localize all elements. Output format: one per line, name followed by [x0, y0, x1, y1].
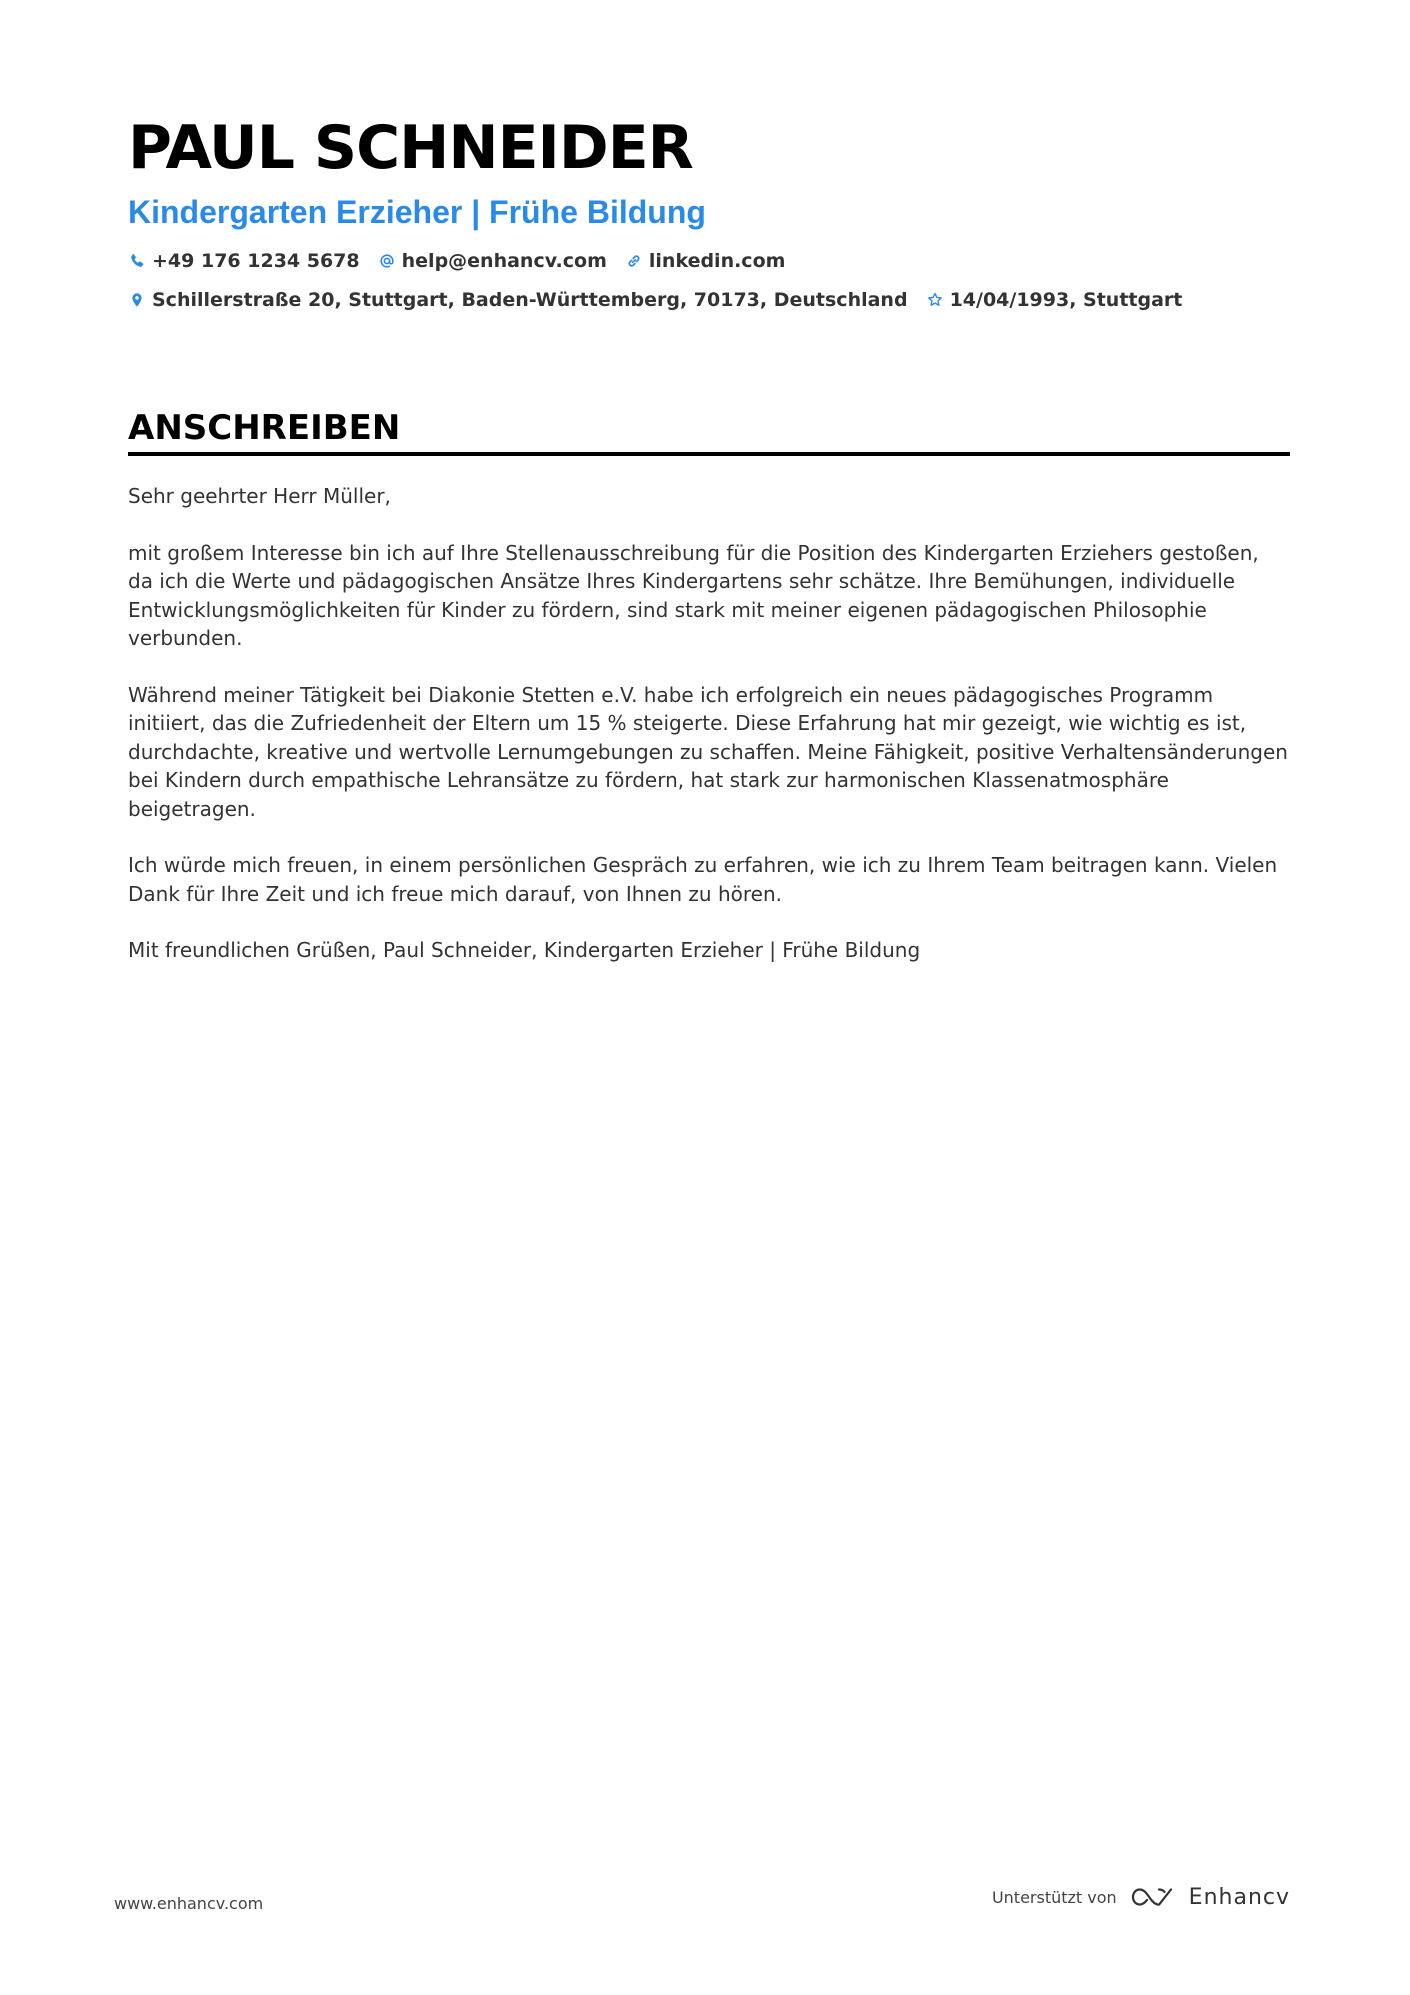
- link-icon: [625, 252, 643, 270]
- location-pin-icon: [128, 291, 146, 309]
- star-icon: [926, 291, 944, 309]
- section-divider: [128, 452, 1290, 456]
- detail-address: [128, 289, 908, 311]
- applicant-name: PAUL SCHNEIDER: [128, 113, 693, 183]
- applicant-title: Kindergarten Erzieher | Frühe Bildung: [128, 194, 706, 230]
- letter-paragraph: Während meiner Tätigkeit bei Diakonie Stetten e.V. habe ich erfolgreich ein neues pädagogisches Programm initiiert, das die Zufriedenheit der Eltern um 15 % steigerte. Diese Erfahrung hat mir gezeigt, wie wichtig es ist, durchdachte, kreative und wertvolle Lernumgebungen zu schaffen. Meine Fähigkeit, positive Verhaltensänderungen bei Kindern durch empathische Lehransätze zu fördern, hat stark zur harmonischen Klassenatmosphäre beigetragen.: [128, 682, 1288, 821]
- cover-letter-section: [128, 406, 1290, 993]
- address-text: Schillerstraße 20, Stuttgart, Baden-Württemberg, 70173, Deutschland: [152, 289, 908, 311]
- letter-body: [128, 482, 1290, 965]
- details-row: [128, 285, 1288, 315]
- contact-email[interactable]: [378, 250, 607, 272]
- birth-text: 14/04/1993, Stuttgart: [949, 289, 1183, 311]
- phone-icon: [128, 252, 146, 270]
- brand-name: Enhancv: [1188, 1884, 1290, 1910]
- letter-paragraph: mit großem Interesse bin ich auf Ihre Stellenausschreibung für die Position des Kindergarten Erziehers gestoßen, da ich die Werte und pädagogischen Ansätze Ihres Kindergartens sehr schätze. Ihre Bemühungen, individuelle Entwicklungsmöglichkeiten für Kinder zu fördern, sind stark mit meiner eigenen pädagogischen Philosophie verbunden.: [128, 540, 1259, 650]
- email-text: help@enhancv.com: [401, 250, 607, 272]
- section-title: ANSCHREIBEN: [128, 408, 401, 448]
- letter-greeting: Sehr geehrter Herr Müller,: [128, 484, 391, 508]
- footer-branding: [992, 1884, 1290, 1910]
- phone-text: +49 176 1234 5678: [152, 250, 360, 272]
- at-icon: [378, 252, 396, 270]
- detail-birth: [926, 289, 1183, 311]
- brand-logo[interactable]: [1129, 1884, 1290, 1910]
- linkedin-text: linkedin.com: [648, 250, 786, 272]
- contact-phone: [128, 250, 360, 272]
- footer-website[interactable]: www.enhancv.com: [114, 1894, 264, 1913]
- enhancv-logo-icon: [1129, 1884, 1177, 1910]
- letter-closing: Mit freundlichen Grüßen, Paul Schneider, Kindergarten Erzieher | Frühe Bildung: [128, 938, 921, 962]
- header: [128, 110, 1288, 315]
- letter-paragraph: Ich würde mich freuen, in einem persönlichen Gespräch zu erfahren, wie ich zu Ihrem Team beitragen kann. Vielen Dank für Ihre Zeit und ich freue mich darauf, von Ihnen zu hören.: [128, 853, 1278, 906]
- contact-linkedin[interactable]: [625, 250, 786, 272]
- powered-by-text: Unterstützt von: [991, 1887, 1117, 1907]
- contact-row: [128, 246, 1288, 276]
